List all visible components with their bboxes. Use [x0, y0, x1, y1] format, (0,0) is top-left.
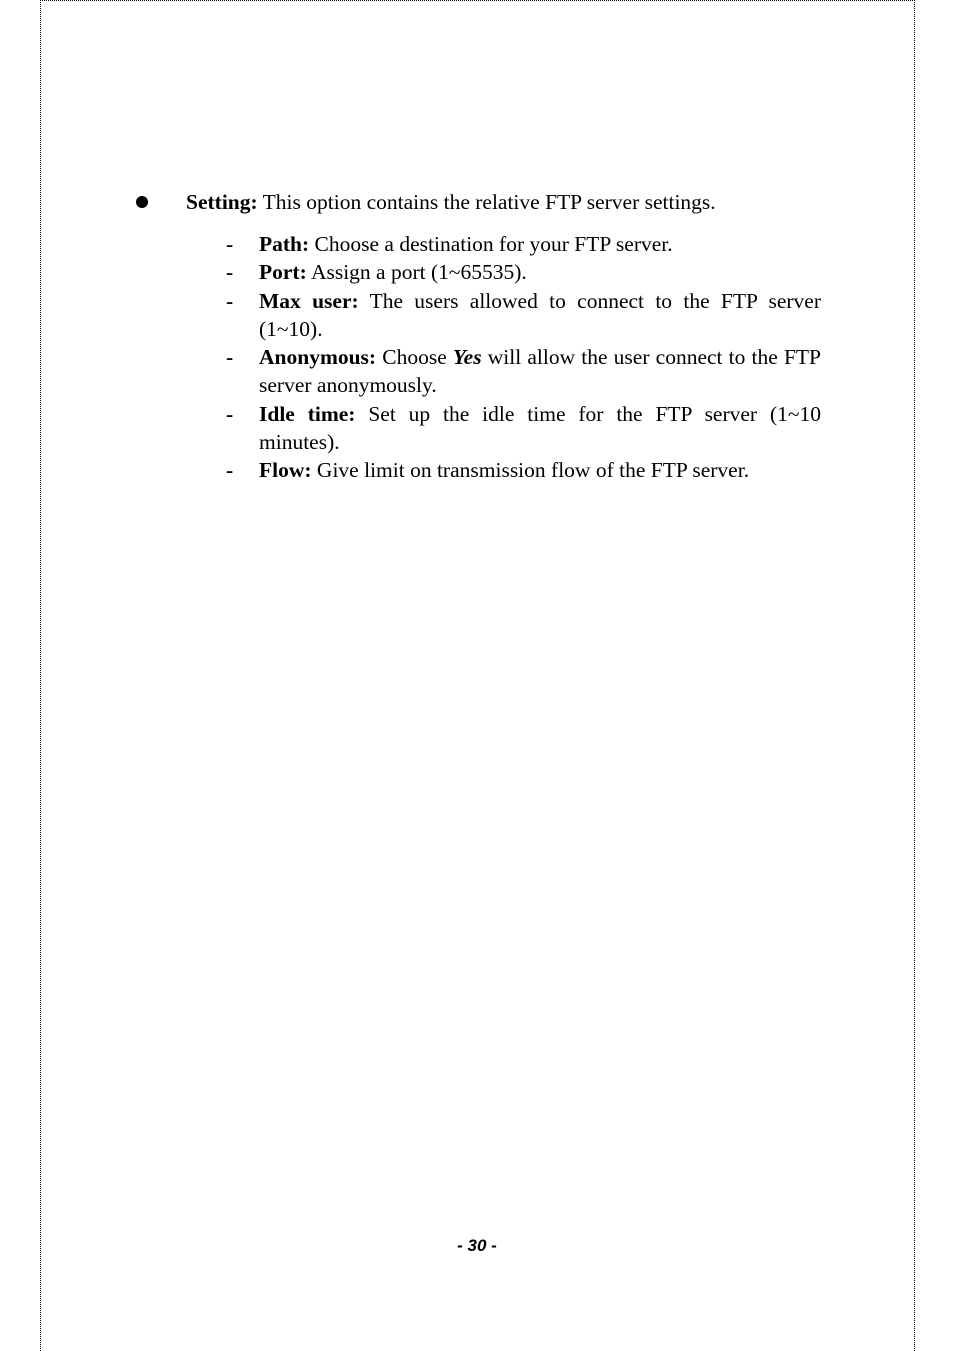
list-item-anonymous — [226, 343, 821, 400]
page-border-top — [40, 0, 915, 1]
dash-marker: - — [226, 260, 234, 285]
item-term: Max user: — [259, 288, 359, 313]
dash-marker: - — [226, 232, 234, 256]
item-text-before: Choose — [376, 345, 453, 370]
setting-text: This option contains the relative FTP server settings. — [257, 190, 716, 214]
list-item-port — [226, 258, 821, 286]
item-term: Anonymous: — [259, 345, 377, 370]
page-border-right — [914, 0, 915, 1351]
dash-marker: - — [226, 288, 234, 313]
setting-term: Setting: — [186, 190, 258, 214]
dash-marker: - — [226, 401, 234, 426]
item-term: Path: — [259, 232, 310, 256]
item-text: Choose a destination for your FTP server. — [309, 232, 673, 256]
setting-description — [186, 188, 716, 216]
item-text-after: will allow the user connect to the FTP server anonymously. — [259, 345, 822, 398]
page-border-left — [40, 0, 41, 1351]
list-item-flow — [226, 456, 821, 484]
item-text: The users allowed to connect to the FTP server (1~10). — [259, 288, 821, 341]
item-term: Idle time: — [259, 401, 356, 426]
item-term: Flow: — [259, 458, 312, 483]
setting-options-list — [226, 230, 821, 485]
item-text: Give limit on transmission flow of the FTP server. — [311, 458, 750, 483]
list-item-idle-time — [226, 400, 821, 457]
item-term: Port: — [259, 260, 307, 285]
dash-marker: - — [226, 345, 234, 370]
page-number: - 30 - — [457, 1236, 497, 1255]
list-item-path — [226, 230, 821, 258]
item-text: Set up the idle time for the FTP server (1~10 minutes). — [259, 401, 822, 455]
item-text: Assign a port (1~65535). — [306, 260, 527, 285]
dash-marker: - — [226, 458, 234, 483]
list-item-max-user — [226, 287, 821, 344]
bullet-dot-icon — [136, 196, 148, 208]
item-emphasis: Yes — [452, 345, 482, 370]
